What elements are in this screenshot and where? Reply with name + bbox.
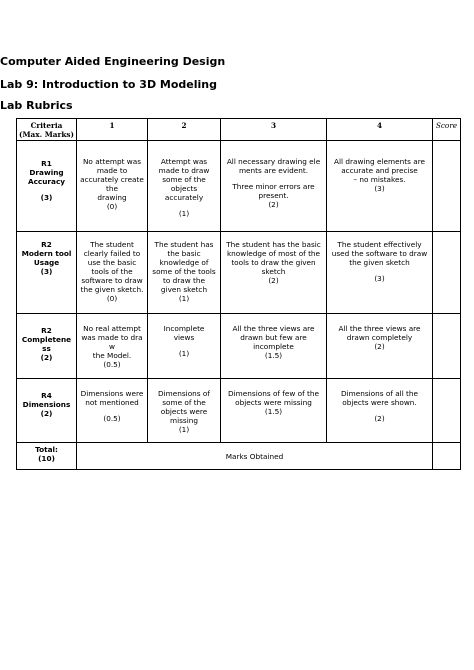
cell-text-line: clearly failed to [83,249,141,258]
cell-text-line: drawn completely [346,333,413,342]
criterion-cell [17,314,77,379]
cell-text-line: Dimensions of few of the [228,389,319,398]
cell-text-line: (1.5) [264,407,283,416]
total-score-cell[interactable] [433,443,461,470]
cell-text-line: knowledge of [159,258,209,267]
cell-text-line: (0) [106,294,118,303]
cell-text-line: (1) [178,209,190,218]
cell-text-line: (0) [106,202,118,211]
cell-text-line: (3) [40,193,53,202]
level-3-cell [221,141,327,232]
cell-text-line: (0.5) [103,414,121,423]
total-label: Total: [35,445,58,454]
cell-text-line: (2) [374,342,385,351]
cell-text-line: Accuracy [27,177,66,186]
cell-text-line: not mentioned [85,398,139,407]
level-1-cell [77,232,148,314]
cell-text-line: tools of the [91,267,133,276]
cell-text-line [17,186,76,193]
cell-text-line: R2 [41,240,52,249]
level-3-header: 3 [221,119,327,141]
cell-text-line [151,342,217,349]
score-cell[interactable] [433,379,461,443]
cell-text-line: (3) [374,184,385,193]
level-4-header: 4 [327,119,433,141]
criteria-header [17,119,77,141]
cell-text-line: software to draw [81,276,143,285]
cell-text-line: Dimensions of [158,389,210,398]
cell-text-line: incomplete [253,342,294,351]
level-2-cell [148,379,221,443]
cell-text-line: (1) [178,349,190,358]
cell-text-line: The student has the basic [226,240,321,249]
cell-text-line: ss [42,344,51,353]
cell-text-line: Attempt was [160,157,208,166]
cell-text-line: objects were shown. [342,398,417,407]
cell-text-line: sketch [261,267,286,276]
cell-text-line: R1 [41,159,52,168]
cell-text-line: the given sketch [349,258,410,267]
marks-obtained-cell: Marks Obtained [77,443,433,470]
cell-text-line: (1) [178,294,190,303]
cell-text-line: views [173,333,195,342]
cell-text-line: objects were missing [235,398,312,407]
cell-text-line: drawn but few are [240,333,307,342]
cell-text-line: Usage [33,258,60,267]
cell-text-line: (1.5) [264,351,283,360]
level-4-cell [327,232,433,314]
level-1-cell [77,141,148,232]
level-1-header: 1 [77,119,148,141]
total-max-marks: (10) [38,454,55,463]
cell-text-line: The student has [154,240,214,249]
cell-text-line: No attempt was [82,157,142,166]
criterion-cell [17,232,77,314]
table-row [17,232,461,314]
cell-text-line: the given sketch. [80,285,144,294]
cell-text-line: made to draw [158,166,210,175]
cell-text-line: some of the [162,175,206,184]
level-2-header: 2 [148,119,221,141]
cell-text-line: (2) [374,414,385,423]
cell-text-line: the basic [167,249,201,258]
max-marks-header-label: (Max. Marks) [19,130,74,139]
cell-text-line: accurate and precise [341,166,418,175]
cell-text-line: some of the [162,398,206,407]
cell-text-line: (2) [268,200,279,209]
level-3-cell [221,379,327,443]
cell-text-line: knowledge of most of the [226,249,321,258]
cell-text-line: use the basic [87,258,137,267]
cell-text-line: (3) [40,267,53,276]
cell-text-line: objects were [160,407,208,416]
level-2-cell [148,232,221,314]
cell-text-line: to draw the [162,276,205,285]
cell-text-line: All the three views are [338,324,421,333]
cell-text-line: the [106,184,118,193]
cell-text-line: (0.5) [103,360,121,369]
level-1-cell [77,314,148,379]
cell-text-line [151,202,217,209]
rubric-table [16,118,461,470]
score-header: Score [433,119,461,141]
course-title: Computer Aided Engineering Design [0,55,226,68]
level-4-cell [327,141,433,232]
cell-text-line [330,407,429,414]
level-1-cell [77,379,148,443]
cell-text-line: The student [90,240,134,249]
cell-text-line: All necessary drawing ele [226,157,321,166]
cell-text-line: (2) [268,276,279,285]
criteria-header-label: Criteria [30,121,63,130]
level-2-cell [148,141,221,232]
cell-text-line: some of the tools [152,267,216,276]
cell-text-line: Drawing [29,168,64,177]
cell-text-line: The student effectively [337,240,422,249]
cell-text-line: w [109,342,115,351]
cell-text-line: accurately [164,193,204,202]
total-row [17,443,461,470]
cell-text-line: (2) [40,353,53,362]
rubrics-title: Lab Rubrics [0,99,73,112]
cell-text-line: (2) [40,409,53,418]
lab-title: Lab 9: Introduction to 3D Modeling [0,78,217,91]
total-label-cell [17,443,77,470]
cell-text-line: (1) [178,425,190,434]
cell-text-line: made to [96,166,128,175]
cell-text-line: Incomplete [163,324,205,333]
cell-text-line: Dimensions [22,400,71,409]
level-2-cell [148,314,221,379]
cell-text-line: accurately create [80,175,144,184]
cell-text-line: present. [258,191,289,200]
table-row [17,314,461,379]
cell-text-line: (3) [374,274,385,283]
cell-text-line: was made to dra [81,333,143,342]
cell-text-line: objects [170,184,198,193]
score-cell[interactable] [433,141,461,232]
cell-text-line: tools to draw the given [231,258,316,267]
table-row [17,141,461,232]
score-cell[interactable] [433,314,461,379]
level-4-cell [327,379,433,443]
criterion-cell [17,141,77,232]
cell-text-line: All drawing elements are [333,157,426,166]
cell-text-line: No real attempt [83,324,141,333]
cell-text-line: Dimensions were [80,389,144,398]
cell-text-line: given sketch [160,285,208,294]
cell-text-line [330,267,429,274]
cell-text-line: – no mistakes. [353,175,406,184]
level-3-cell [221,232,327,314]
cell-text-line: drawing [97,193,127,202]
cell-text-line: Dimensions of all the [340,389,419,398]
cell-text-line: Modern tool [21,249,72,258]
cell-text-line: R4 [41,391,52,400]
score-cell[interactable] [433,232,461,314]
cell-text-line: ments are evident. [238,166,309,175]
cell-text-line: All the three views are [232,324,315,333]
cell-text-line: missing [169,416,199,425]
cell-text-line: the Model. [92,351,132,360]
cell-text-line: R2 [41,326,52,335]
cell-text-line: Completene [21,335,72,344]
cell-text-line: Three minor errors are [232,182,315,191]
table-header-row [17,119,461,141]
cell-text-line [80,407,144,414]
cell-text-line: used the software to draw [331,249,428,258]
criterion-cell [17,379,77,443]
cell-text-line [224,175,323,182]
level-4-cell [327,314,433,379]
table-row [17,379,461,443]
level-3-cell [221,314,327,379]
